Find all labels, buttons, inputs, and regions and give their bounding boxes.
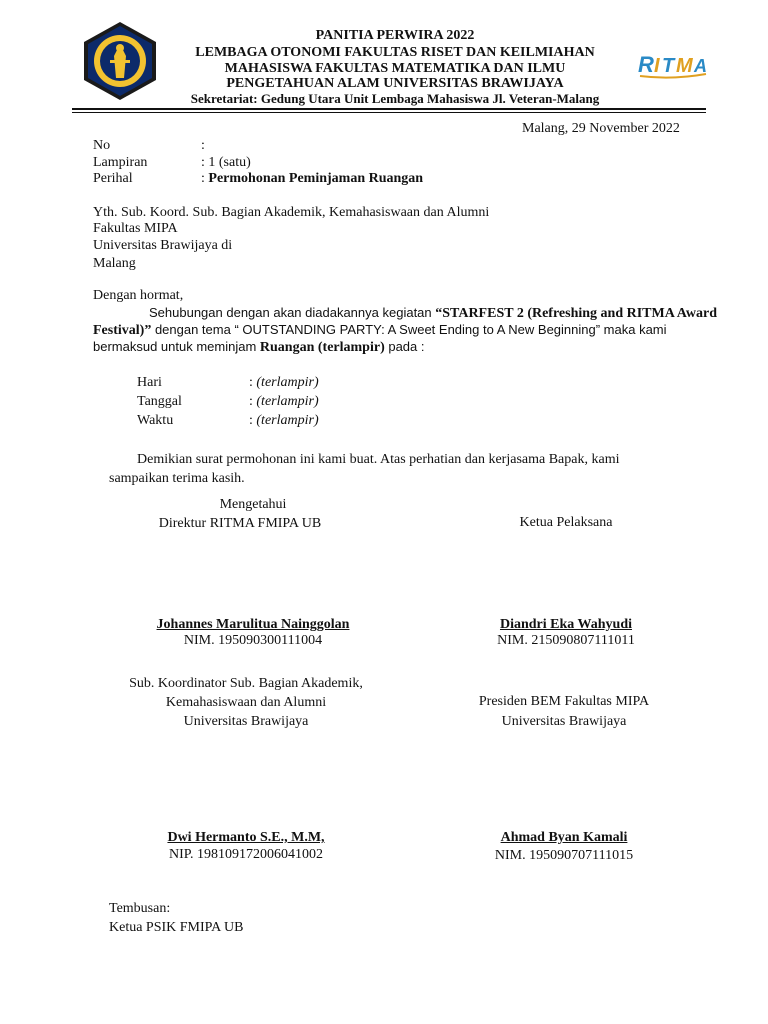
sig3-id: NIP. 198109172006041002	[168, 847, 323, 862]
svg-text:R: R	[638, 52, 654, 77]
cc-item: Ketua PSIK FMIPA UB	[109, 920, 244, 935]
sig2-id: NIM. 215090807111011	[497, 633, 635, 648]
sig1-title-1: Mengetahui	[219, 497, 287, 512]
org-address: Sekretariat: Gedung Utara Unit Lembaga Mahasiswa Jl. Veteran-Malang	[190, 91, 600, 106]
detail-hari-label: Hari	[137, 375, 162, 390]
sig2-name: Diandri Eka Wahyudi	[499, 617, 633, 632]
body-line-2: Festival)” dengan tema “ OUTSTANDING PARTY: A Sweet Ending to A New Beginning” maka kami	[93, 322, 667, 338]
detail-tanggal-value: : (terlampir)	[249, 394, 319, 409]
sig4-name: Ahmad Byan Kamali	[500, 830, 628, 845]
ritma-logo	[636, 46, 710, 80]
sig1-title-2: Direktur RITMA FMIPA UB	[158, 516, 322, 531]
org-line-3: MAHASISWA FAKULTAS MATEMATIKA DAN ILMU	[224, 61, 566, 76]
svg-text:A: A	[694, 56, 707, 76]
meta-no-value: :	[201, 138, 205, 153]
meta-perihal-value: : Permohonan Peminjaman Ruangan	[201, 171, 424, 186]
meta-perihal-label: Perihal	[93, 171, 133, 186]
sig2-title: Ketua Pelaksana	[519, 515, 613, 530]
sig3-title-2: Kemahasiswaan dan Alumni	[165, 695, 327, 710]
sig1-name: Johannes Marulitua Nainggolan	[156, 617, 350, 632]
meta-lampiran-label: Lampiran	[93, 155, 148, 170]
detail-hari-value: : (terlampir)	[249, 375, 319, 390]
svg-text:M: M	[676, 55, 693, 77]
detail-waktu-label: Waktu	[137, 413, 174, 428]
meta-lampiran-value: : 1 (satu)	[201, 155, 251, 170]
sig3-name: Dwi Hermanto S.E., M.M,	[167, 830, 325, 845]
org-line-1: PANITIA PERWIRA 2022	[315, 28, 475, 43]
recipient-line-2: Fakultas MIPA	[93, 221, 178, 236]
letter-date: Malang, 29 November 2022	[522, 121, 680, 136]
meta-no-label: No	[93, 138, 111, 153]
brawijaya-logo	[80, 20, 160, 102]
closing-line-1: Demikian surat permohonan ini kami buat. Atas perhatian dan kerjasama Bapak, kami	[137, 452, 620, 467]
detail-waktu-value: : (terlampir)	[249, 413, 319, 428]
sig3-title-1: Sub. Koordinator Sub. Bagian Akademik,	[129, 676, 363, 691]
header-rule-thin	[72, 112, 706, 113]
svg-text:T: T	[662, 55, 675, 77]
greeting: Dengan hormat,	[93, 288, 184, 303]
sig4-id: NIM. 195090707111015	[494, 848, 634, 863]
sig4-title-1: Presiden BEM Fakultas MIPA	[478, 694, 650, 709]
cc-label: Tembusan:	[109, 901, 171, 916]
body-line-3: bermaksud untuk meminjam Ruangan (terlampir) pada :	[93, 339, 425, 355]
svg-text:I: I	[654, 55, 660, 77]
org-line-2: LEMBAGA OTONOMI FAKULTAS RISET DAN KEILMIAHAN	[195, 45, 595, 60]
sig3-title-3: Universitas Brawijaya	[183, 714, 309, 729]
sig4-title-2: Universitas Brawijaya	[501, 714, 627, 729]
detail-tanggal-label: Tanggal	[137, 394, 182, 409]
body-line-1: Sehubungan dengan akan diadakannya kegiatan “STARFEST 2 (Refreshing and RITMA Award	[149, 305, 717, 321]
recipient-line-3: Universitas Brawijaya di	[93, 238, 233, 253]
header-rule-thick	[72, 108, 706, 110]
recipient-line-1: Yth. Sub. Koord. Sub. Bagian Akademik, Kemahasiswaan dan Alumni	[93, 205, 490, 220]
sig1-id: NIM. 195090300111004	[183, 633, 323, 648]
org-line-4: PENGETAHUAN ALAM UNIVERSITAS BRAWIJAYA	[226, 76, 564, 91]
closing-line-2: sampaikan terima kasih.	[109, 471, 245, 486]
recipient-line-4: Malang	[93, 256, 136, 271]
